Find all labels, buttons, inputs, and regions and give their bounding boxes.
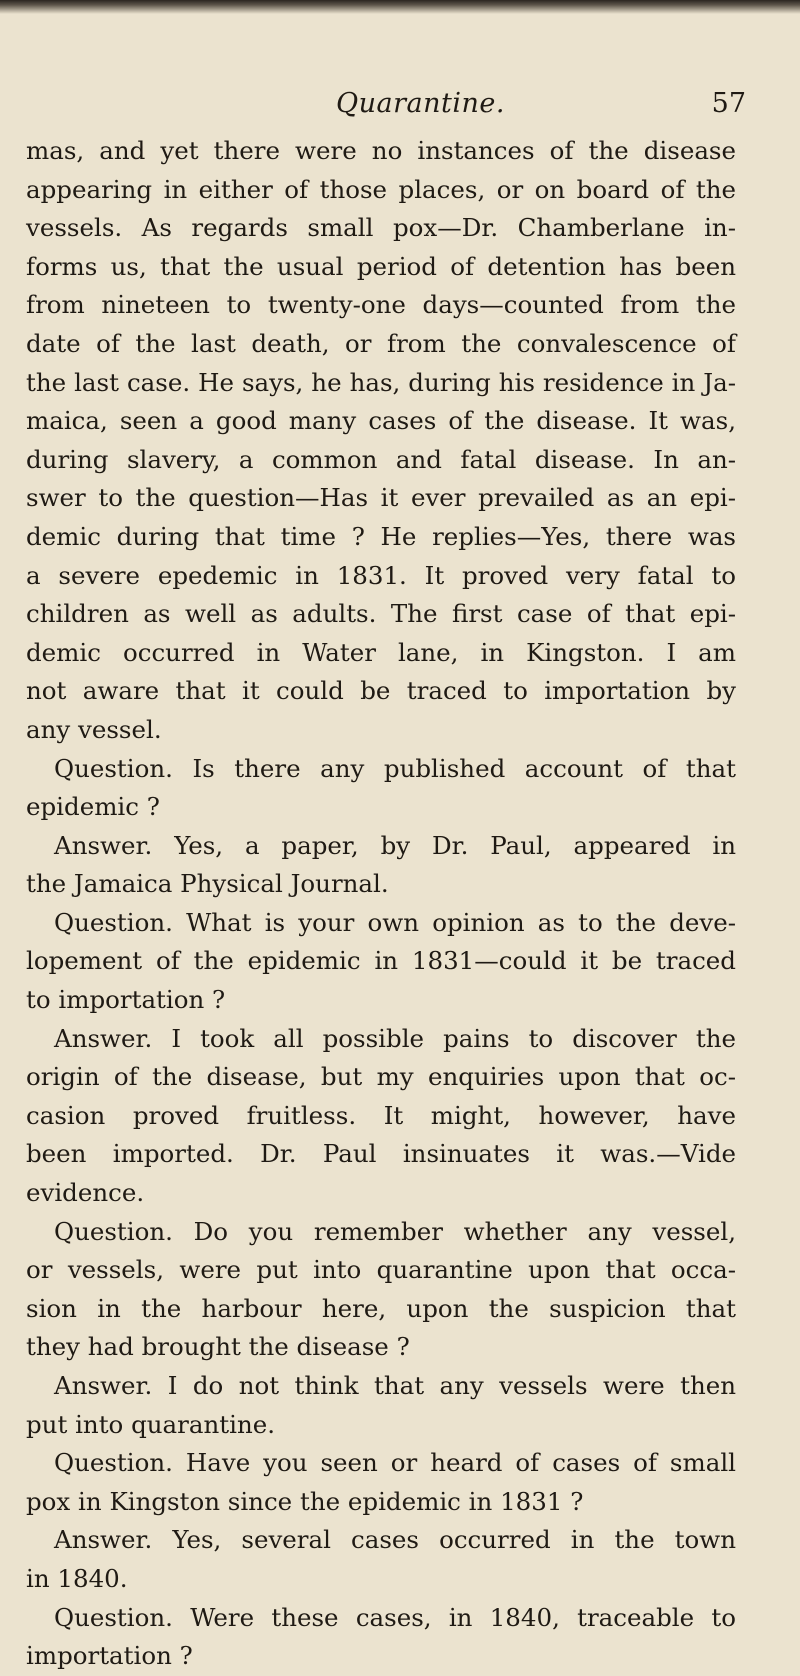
text-line: during slavery, a common and fatal disease. In an- [26, 444, 736, 474]
text-line: put into quarantine. [26, 1409, 276, 1439]
text-line: Question. What is your own opinion as to the deve- [54, 907, 736, 937]
text-line: been imported. Dr. Paul insinuates it was.—Vide [26, 1139, 736, 1169]
text-line: mas, and yet there were no instances of the disease [26, 136, 736, 165]
text-line: Answer. I do not think that any vessels were then [54, 1371, 736, 1400]
text-line: a severe epedemic in 1831. It proved very fatal to [26, 560, 736, 590]
text-line: demic occurred in Water lane, in Kingston. I am [26, 637, 736, 667]
page-number: 57 [711, 88, 746, 119]
text-line: Answer. Yes, a paper, by Dr. Paul, appeared in [54, 830, 736, 860]
text-line: in 1840. [26, 1563, 128, 1593]
text-line: Question. Were these cases, in 1840, traceable to [54, 1602, 736, 1632]
text-line: Question. Have you seen or heard of cases of small [54, 1448, 736, 1478]
text-line: pox in Kingston since the epidemic in 1831 ? [26, 1486, 584, 1516]
text-line: forms us, that the usual period of detention has been [26, 251, 736, 281]
body-text [26, 132, 736, 1676]
text-line: from nineteen to twenty-one days—counted from the [26, 290, 736, 320]
text-line: evidence. [26, 1178, 145, 1208]
text-line: Answer. Yes, several cases occurred in the town [54, 1525, 736, 1555]
text-line: appearing in either of those places, or on board of the [26, 174, 736, 204]
text-line: casion proved fruitless. It might, however, have [26, 1100, 736, 1130]
text-line: or vessels, were put into quarantine upon that occa- [26, 1255, 736, 1285]
running-title: Quarantine. [336, 88, 505, 119]
text-line: lopement of the epidemic in 1831—could it be traced [26, 946, 736, 976]
text-line: date of the last death, or from the convalescence of [26, 328, 736, 358]
text-line: the Jamaica Physical Journal. [26, 869, 389, 899]
book-page [26, 0, 794, 1671]
text-line: Answer. I took all possible pains to discover the [54, 1023, 736, 1053]
text-line: origin of the disease, but my enquiries upon that oc- [26, 1062, 736, 1092]
text-line: the last case. He says, he has, during his residence in Ja- [26, 367, 736, 397]
text-line: epidemic ? [26, 792, 160, 822]
text-line: sion in the harbour here, upon the suspicion that [26, 1293, 736, 1323]
text-line: to importation ? [26, 985, 226, 1015]
text-line: maica, seen a good many cases of the disease. It was, [26, 406, 736, 436]
running-head [26, 88, 766, 128]
text-line: swer to the question—Has it ever prevailed as an epi- [26, 483, 736, 513]
text-line: importation ? [26, 1641, 193, 1671]
text-line: any vessel. [26, 714, 162, 744]
text-line: they had brought the disease ? [26, 1332, 410, 1362]
text-line: Question. Do you remember whether any vessel, [54, 1216, 736, 1246]
text-line: Question. Is there any published account of that [54, 753, 736, 783]
text-line: demic during that time ? He replies—Yes, there was [26, 521, 736, 551]
text-line: children as well as adults. The first case of that epi- [26, 599, 736, 629]
text-line: not aware that it could be traced to importation by [26, 676, 736, 706]
text-line: vessels. As regards small pox—Dr. Chamberlane in- [26, 213, 736, 243]
